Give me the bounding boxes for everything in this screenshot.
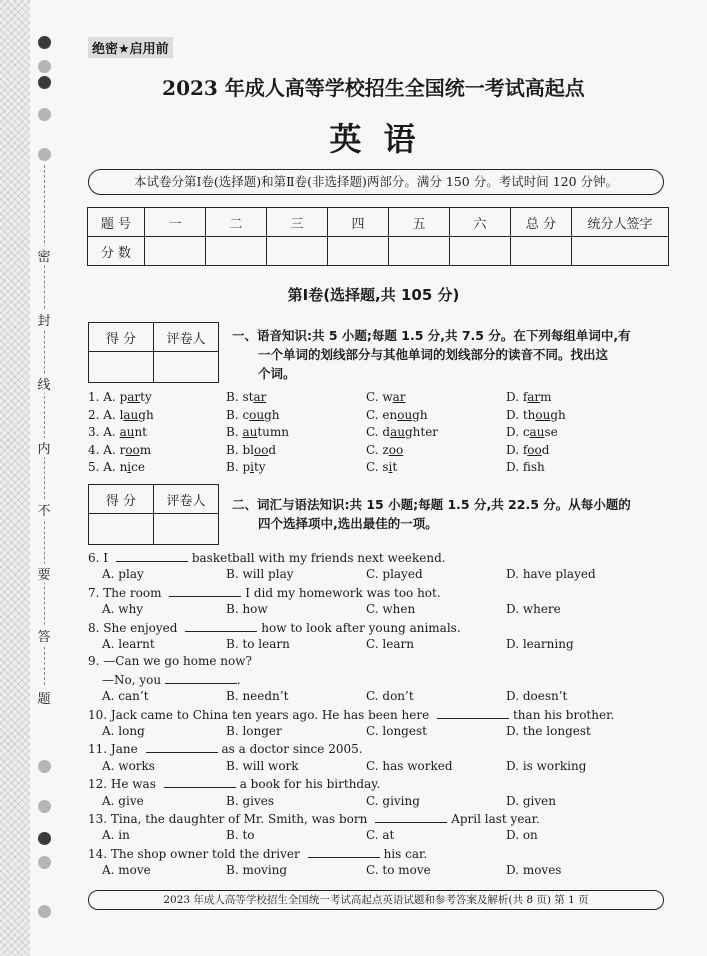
option-a[interactable] xyxy=(88,390,152,404)
answer-option[interactable]: A. move xyxy=(102,863,151,878)
score-cell[interactable] xyxy=(206,237,267,266)
word-part: sh xyxy=(530,460,545,474)
option-d[interactable] xyxy=(506,390,552,404)
word-part: D. f xyxy=(506,442,528,457)
answer-option[interactable]: B. will work xyxy=(226,758,299,773)
stem-text: basketball with my friends next weekend. xyxy=(191,551,446,565)
question-number: 2. A. xyxy=(88,407,120,422)
underlined-letters: ou xyxy=(249,407,265,422)
section2-instruction xyxy=(232,495,672,533)
answer-blank[interactable] xyxy=(164,776,236,788)
word-part: D. th xyxy=(506,407,536,422)
answer-option[interactable]: B. will play xyxy=(226,567,294,582)
answer-option[interactable]: D. given xyxy=(506,793,556,808)
question-stem xyxy=(88,741,363,756)
option-b[interactable] xyxy=(226,425,289,439)
score-cell[interactable] xyxy=(267,237,328,266)
punch-hole xyxy=(38,800,51,813)
word-part: C. en xyxy=(366,407,398,422)
instruction-line: 二、词汇与语法知识:共 15 小题;每题 1.5 分,共 22.5 分。从每小题的 xyxy=(232,497,631,512)
underlined-letters: au xyxy=(529,425,545,439)
question-stem xyxy=(88,811,540,826)
option-b[interactable] xyxy=(226,408,280,422)
stem-text: 10. Jack came to China ten years ago. He has been here xyxy=(88,707,433,722)
answer-option[interactable]: D. learning xyxy=(506,637,574,651)
underlined-letters: ar xyxy=(392,390,406,404)
answer-option[interactable]: C. giving xyxy=(366,793,420,808)
stem-text: a book for his birthday. xyxy=(239,777,381,792)
stem-text: his car. xyxy=(383,846,428,861)
seal-char: 密 xyxy=(33,246,55,265)
answer-option[interactable]: C. at xyxy=(366,828,395,843)
instruction-line: 一个单词的划线部分与其他单词的划线部分的读音不同。找出这 xyxy=(258,347,609,362)
word-part: ghter xyxy=(404,425,439,439)
stem-text: 11. Jane xyxy=(88,742,142,757)
seal-char: 封 xyxy=(33,310,55,329)
grader-box xyxy=(88,322,219,383)
option-c[interactable] xyxy=(366,460,397,474)
word-part: C. s xyxy=(366,460,389,474)
option-a[interactable] xyxy=(88,460,145,474)
underlined-letters: au xyxy=(242,425,258,439)
question-number: 5. A. xyxy=(88,460,120,474)
word-part: C. d xyxy=(366,425,391,439)
answer-blank[interactable] xyxy=(116,550,188,562)
option-d[interactable] xyxy=(506,425,558,439)
answer-option[interactable]: C. longest xyxy=(366,724,427,738)
answer-option[interactable]: A. why xyxy=(102,602,144,617)
underlined-letters: oo xyxy=(527,442,542,457)
word-part: B. p xyxy=(226,460,251,474)
stem-text: 6. I xyxy=(88,551,112,565)
underlined-letters: au xyxy=(119,425,135,439)
option-a[interactable] xyxy=(88,443,151,457)
score-header-cell: 二 xyxy=(206,208,267,237)
score-cell[interactable] xyxy=(328,237,389,266)
grader-box xyxy=(88,484,219,545)
seal-char: 内 xyxy=(33,438,55,457)
underlined-letters: ar xyxy=(127,390,141,404)
answer-option[interactable]: C. when xyxy=(366,602,416,617)
word-part: gh xyxy=(550,407,566,422)
question-stem xyxy=(88,654,252,668)
option-b[interactable] xyxy=(226,390,266,404)
seal-char: 不 xyxy=(33,500,55,519)
answer-option[interactable]: D. have played xyxy=(506,567,596,582)
answer-option[interactable]: C. to move xyxy=(366,863,431,878)
punch-hole xyxy=(38,905,51,918)
answer-option[interactable]: B. longer xyxy=(226,724,282,738)
exam-title: 2023 年成人高等学校招生全国统一考试高起点 xyxy=(162,76,585,100)
word-part: m xyxy=(139,442,152,457)
stem-text: . xyxy=(236,672,241,687)
answer-option[interactable]: D. the longest xyxy=(506,724,591,738)
word-part: ce xyxy=(131,460,145,474)
exam-note: 本试卷分第Ⅰ卷(选择题)和第Ⅱ卷(非选择题)两部分。满分 150 分。考试时间 120 分钟。 xyxy=(88,169,664,195)
option-c[interactable] xyxy=(366,443,403,457)
word-part: tumn xyxy=(257,425,290,439)
answer-option[interactable]: D. where xyxy=(506,602,561,617)
underlined-letters: i xyxy=(250,460,254,474)
word-part: r xyxy=(119,442,126,457)
stem-text: 13. Tina, the daughter of Mr. Smith, was born xyxy=(88,812,372,826)
underlined-letters: ar xyxy=(527,390,541,404)
answer-option[interactable]: D. moves xyxy=(506,863,562,878)
question-stem xyxy=(88,707,614,722)
answer-option[interactable]: C. has worked xyxy=(366,758,453,773)
answer-option[interactable]: A. give xyxy=(102,793,144,808)
score-row-label: 分 数 xyxy=(88,237,145,266)
answer-option[interactable]: B. needn’t xyxy=(226,689,289,704)
stem-text: I did my homework was too hot. xyxy=(245,585,441,600)
seal-char: 答 xyxy=(33,626,55,645)
score-cell[interactable] xyxy=(145,237,206,266)
stem-text: —No, you xyxy=(102,672,165,687)
word-part: d xyxy=(268,442,277,457)
question-stem xyxy=(88,585,441,600)
answer-option[interactable]: B. to learn xyxy=(226,637,290,651)
option-a[interactable] xyxy=(88,408,154,422)
option-d[interactable] xyxy=(506,443,549,457)
answer-option[interactable]: A. in xyxy=(102,828,130,843)
word-part: D. c xyxy=(506,425,530,439)
answer-option[interactable]: C. learn xyxy=(366,637,414,651)
instruction-line: 四个选择项中,选出最佳的一项。 xyxy=(258,516,438,531)
word-part: B. c xyxy=(226,407,250,422)
answer-option[interactable]: A. long xyxy=(102,724,145,738)
underlined-letters: oo xyxy=(125,442,140,457)
score-cell[interactable] xyxy=(389,237,450,266)
answer-blank[interactable] xyxy=(146,741,218,753)
underlined-letters: ar xyxy=(253,390,267,404)
underlined-letters: oo xyxy=(253,442,269,457)
word-part: ty xyxy=(140,390,152,404)
option-d[interactable] xyxy=(506,408,566,422)
word-part: nt xyxy=(134,425,148,439)
score-header-cell: 题 号 xyxy=(88,208,145,237)
seal-char: 题 xyxy=(33,688,55,707)
stem-text: 14. The shop owner told the driver xyxy=(88,846,304,861)
underlined-letters: au xyxy=(123,407,139,422)
grader-reviewer-cell[interactable] xyxy=(154,352,219,383)
score-header-cell: 一 xyxy=(145,208,206,237)
score-header-cell: 三 xyxy=(267,208,328,237)
word-part: l xyxy=(119,407,124,422)
question-number: 4. A. xyxy=(88,442,120,457)
option-b[interactable] xyxy=(226,443,276,457)
word-part: C. z xyxy=(366,442,389,457)
option-d[interactable] xyxy=(506,460,545,474)
answer-option[interactable]: D. on xyxy=(506,828,538,843)
answer-option[interactable]: A. learnt xyxy=(102,637,155,651)
answer-option[interactable]: A. play xyxy=(102,567,144,582)
answer-blank[interactable] xyxy=(169,585,241,597)
question-stem xyxy=(88,776,380,791)
word-part: p xyxy=(119,390,128,404)
stem-text: 8. She enjoyed xyxy=(88,620,182,635)
page-footer: 2023 年成人高等学校招生全国统一考试高起点英语试题和参考答案及解析(共 8 页) 第 1 页 xyxy=(88,890,664,910)
punch-hole xyxy=(38,856,51,869)
word-part: B. bl xyxy=(226,442,254,457)
score-header-cell: 五 xyxy=(389,208,450,237)
score-table-header-row xyxy=(88,208,669,237)
underlined-letters: au xyxy=(390,425,405,439)
grader-score-label: 得 分 xyxy=(89,485,154,514)
answer-option[interactable]: A. can’t xyxy=(102,689,149,704)
word-part: B. xyxy=(226,425,243,439)
answer-blank[interactable] xyxy=(437,707,509,719)
answer-option[interactable]: C. played xyxy=(366,567,423,582)
grader-reviewer-label: 评卷人 xyxy=(154,323,219,352)
answer-option[interactable]: A. works xyxy=(102,758,155,773)
word-part: gh xyxy=(138,407,154,422)
grader-score-cell[interactable] xyxy=(89,514,154,545)
answer-option[interactable]: B. gives xyxy=(226,793,275,808)
answer-option[interactable]: B. to xyxy=(226,828,255,843)
score-header-cell: 统分人签字 xyxy=(572,208,669,237)
underlined-letters: i xyxy=(388,460,393,474)
score-table xyxy=(87,207,669,266)
option-b[interactable] xyxy=(226,460,266,474)
underlined-letters: ou xyxy=(397,407,413,422)
grader-reviewer-label: 评卷人 xyxy=(154,485,219,514)
score-cell[interactable] xyxy=(511,237,572,266)
stem-text: April last year. xyxy=(451,812,540,826)
answer-option[interactable]: D. doesn’t xyxy=(506,689,568,704)
grader-score-label: 得 分 xyxy=(89,323,154,352)
word-part: gh xyxy=(412,407,428,422)
question-stem xyxy=(88,846,427,861)
word-part: D. f xyxy=(506,390,528,404)
score-header-cell: 总 分 xyxy=(511,208,572,237)
word-part: m xyxy=(540,390,552,404)
answer-option[interactable]: C. don’t xyxy=(366,689,414,704)
question-stem xyxy=(88,550,446,565)
score-header-cell: 六 xyxy=(450,208,511,237)
part-one-title: 第Ⅰ卷(选择题,共 105 分) xyxy=(287,286,460,304)
word-part: ty xyxy=(253,460,266,474)
section1-instruction xyxy=(232,326,672,383)
answer-blank[interactable] xyxy=(185,620,257,632)
score-cell[interactable] xyxy=(450,237,511,266)
seal-char: 线 xyxy=(33,374,55,393)
signature-cell[interactable] xyxy=(572,237,669,266)
answer-option[interactable]: D. is working xyxy=(506,758,587,773)
stem-text: than his brother. xyxy=(512,707,615,722)
punch-hole xyxy=(38,36,51,49)
stem-text: as a doctor since 2005. xyxy=(221,742,363,757)
punch-hole xyxy=(38,760,51,773)
question-stem-line2 xyxy=(102,672,241,687)
question-number: 3. A. xyxy=(88,425,120,439)
answer-blank[interactable] xyxy=(308,846,380,858)
word-part: gh xyxy=(264,407,280,422)
stem-text: 9. —Can we go home now? xyxy=(88,654,252,669)
word-part: se xyxy=(544,425,558,439)
word-part: d xyxy=(541,442,550,457)
score-table-score-row xyxy=(88,237,669,266)
stem-text: 12. He was xyxy=(88,777,160,792)
option-c[interactable] xyxy=(366,390,406,404)
word-part: t xyxy=(392,460,398,474)
underlined-letters: ou xyxy=(535,407,551,422)
punch-hole xyxy=(38,832,51,845)
stem-text: 7. The room xyxy=(88,585,166,600)
instruction-line: 个词。 xyxy=(258,366,296,381)
option-a[interactable] xyxy=(88,425,147,439)
word-part: C. w xyxy=(366,390,393,404)
answer-option[interactable]: B. moving xyxy=(226,863,288,878)
seal-char: 要 xyxy=(33,564,55,583)
grader-reviewer-cell[interactable] xyxy=(154,514,219,545)
seal-line xyxy=(44,165,45,685)
score-header-cell: 四 xyxy=(328,208,389,237)
answer-option[interactable]: B. how xyxy=(226,602,268,617)
word-part: D. f xyxy=(506,460,531,474)
underlined-letters: oo xyxy=(388,442,404,457)
question-stem xyxy=(88,620,461,635)
answer-blank[interactable] xyxy=(375,811,447,823)
grader-score-cell[interactable] xyxy=(89,352,154,383)
option-c[interactable] xyxy=(366,425,438,439)
question-number: 1. A. xyxy=(88,390,120,404)
word-part: n xyxy=(119,460,128,474)
secret-label: 绝密★启用前 xyxy=(88,37,173,58)
answer-blank[interactable] xyxy=(165,672,237,684)
stem-text: how to look after young animals. xyxy=(261,620,461,635)
option-c[interactable] xyxy=(366,408,428,422)
instruction-line: 一、语音知识:共 5 小题;每题 1.5 分,共 7.5 分。在下列每组单词中,有 xyxy=(232,328,631,343)
subject-title: 英语 xyxy=(329,120,438,158)
underlined-letters: i xyxy=(127,460,132,474)
word-part: B. st xyxy=(226,390,254,404)
